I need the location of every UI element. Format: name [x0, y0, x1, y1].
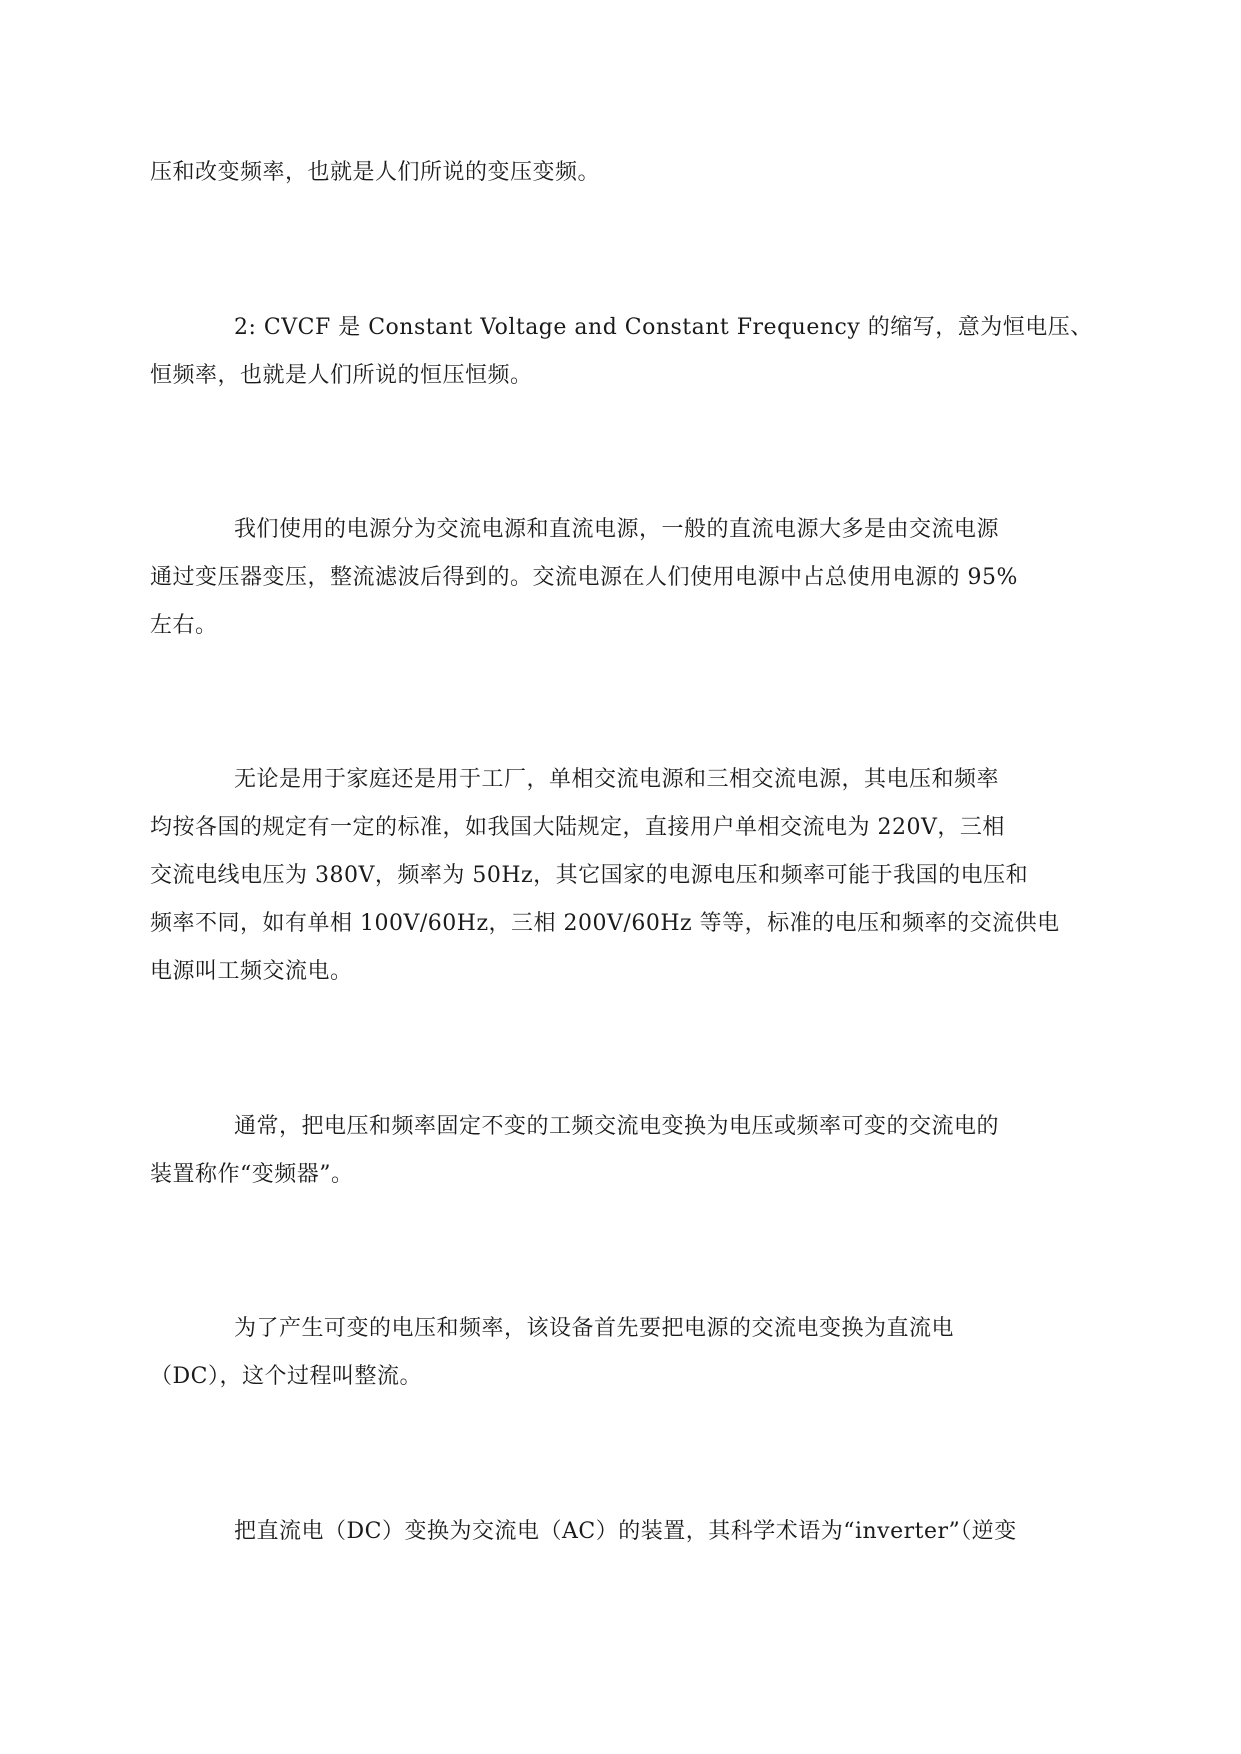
paragraph-line: 通过变压器变压，整流滤波后得到的。交流电源在人们使用电源中占总使用电源的 95%	[150, 565, 1018, 590]
paragraph-line: 均按各国的规定有一定的标准，如我国大陆规定，直接用户单相交流电为 220V，三相	[150, 815, 1005, 840]
paragraph-line: 我们使用的电源分为交流电源和直流电源，一般的直流电源大多是由交流电源	[234, 517, 1000, 542]
paragraph-line: 通常，把电压和频率固定不变的工频交流电变换为电压或频率可变的交流电的	[234, 1114, 1000, 1139]
paragraph-line: 无论是用于家庭还是用于工厂，单相交流电源和三相交流电源，其电压和频率	[234, 767, 1000, 792]
paragraph-line: 交流电线电压为 380V，频率为 50Hz，其它国家的电源电压和频率可能于我国的电压和	[150, 863, 1029, 888]
paragraph-line: 恒频率，也就是人们所说的恒压恒频。	[150, 363, 533, 388]
paragraph-line: 压和改变频率，也就是人们所说的变压变频。	[150, 160, 601, 185]
paragraph-line: 左右。	[150, 613, 218, 638]
paragraph-line: 电源叫工频交流电。	[150, 959, 353, 984]
paragraph-line: 频率不同，如有单相 100V/60Hz，三相 200V/60Hz 等等，标准的电压和频率的交流供电	[150, 911, 1060, 936]
paragraph-line: 2: CVCF 是 Constant Voltage and Constant Frequency 的缩写，意为恒电压、	[234, 315, 1093, 340]
paragraph-line: 为了产生可变的电压和频率，该设备首先要把电源的交流电变换为直流电	[234, 1316, 955, 1341]
paragraph-line: 把直流电（DC）变换为交流电（AC）的装置，其科学术语为“inverter”（逆变	[234, 1519, 1017, 1544]
paragraph-line: （DC），这个过程叫整流。	[150, 1364, 422, 1389]
paragraph-line: 装置称作“变频器”。	[150, 1162, 354, 1187]
